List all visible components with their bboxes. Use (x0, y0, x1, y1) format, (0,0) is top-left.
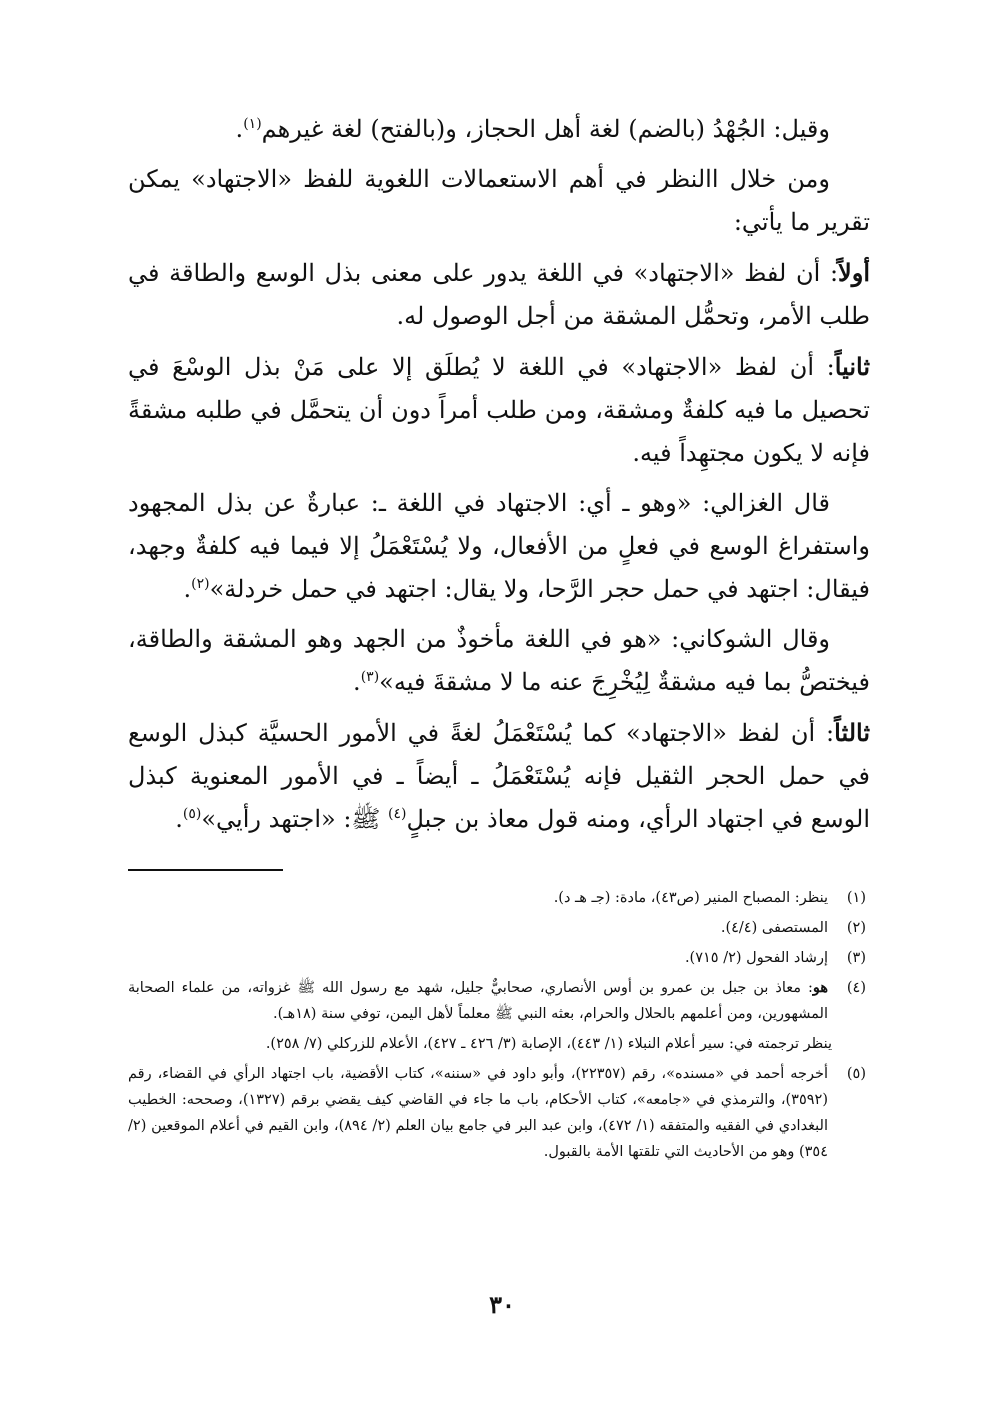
paragraph-ghazali-quote: قال الغزالي: «وهو ـ أي: الاجتهاد في اللغة ـ: عبارةٌ عن بذل المجهود واستفراغ الوسع في فعلٍ من الأفعال، ولا يُسْتَعْمَلُ إلا فيما فيه كلفةٌ وجهد، فيقال: اجتهد في حمل حجر الرَّحا، ولا يقال: اجتهد في حمل خردلة»$^{(٢)}$. (128, 489, 870, 603)
footnote-text: أخرجه أحمد في «مسنده»، رقم (٢٢٣٥٧)، وأبو داود في «سننه»، كتاب الأقضية، باب اجتهاد الرأي في القضاء، رقم (٣٥٩٢)، والترمذي في «جامعه»، كتاب الأحكام، باب ما جاء في القاضي كيف يقضي برقم (١٣٢٧)، وصححه: الخطيب البغدادي في الفقيه والمتفقه (١/ ٤٧٢)، وابن عبد البر في جامع بيان العلم (٢/ ٨٩٤)، وابن القيم في أعلام الموقعين (٢/ ٣٥٤) وهو من الأحاديث التي تلقتها الأمة بالقبول. (128, 1066, 828, 1160)
paragraph-third-point: ثالثاً: أن لفظ «الاجتهاد» كما يُسْتَعْمَلُ لغةً في الأمور الحسيَّة كبذل الوسع في حمل الحجر الثقيل فإنه يُسْتَعْمَلُ ـ أيضاً ـ في الأمور المعنوية كبذل الوسع في اجتهاد الرأي، ومنه قول معاذ بن جبلٍ$^{(٤)}$ ﷺ: «اجتهد رأيي»$^{(٥)}$. (128, 718, 870, 833)
footnote-text: إرشاد الفحول (٢/ ٧١٥). (684, 950, 828, 966)
paragraph-text: : أن لفظ «الاجتهاد» في اللغة يدور على معنى بذل الوسع والطاقة في طلب الأمر، وتحمُّل المشقة من أجل الوصول له. (128, 259, 870, 330)
footnote-ref-1[interactable]: (١) (243, 116, 262, 132)
paragraph-text: قال الغزالي: «وهو ـ أي: الاجتهاد في اللغة ـ: عبارةٌ عن بذل المجهود واستفراغ الوسع في فعلٍ من الأفعال، ولا يُسْتَعْمَلُ إلا فيما فيه كلفةٌ وجهد، فيقال: اجتهد في حمل حجر الرَّحا، ولا يقال: اجتهد في حمل خردلة» (128, 489, 870, 603)
paragraph-second-point (128, 345, 870, 475)
footnote-number: (٢) (846, 920, 866, 936)
footnote-number: (٣) (846, 950, 866, 966)
footnote-ref-2[interactable]: (٢) (191, 576, 210, 592)
point-label-second: ثانياً (834, 352, 870, 381)
footnote-ref-4[interactable]: (٤) (388, 806, 407, 822)
footnote-5 (128, 1061, 870, 1165)
footnote-number: (٤) (846, 980, 866, 996)
paragraph-text: : أن لفظ «الاجتهاد» كما يُسْتَعْمَلُ لغةً في الأمور الحسيَّة كبذل الوسع في حمل الحجر الثقيل فإنه يُسْتَعْمَلُ ـ أيضاً ـ في الأمور المعنوية كبذل الوسع في اجتهاد الرأي، ومنه قول معاذ بن جبلٍ (128, 719, 870, 833)
footnote-number: (٥) (846, 1066, 866, 1082)
paragraph-text: ومن خلال االنظر في أهم الاستعمالات اللغوية للفظ «الاجتهاد» يمكن تقرير ما يأتي: (128, 165, 870, 236)
footnote-ref-3[interactable]: (٣) (360, 669, 380, 685)
paragraph-usage-intro (128, 158, 870, 244)
page-content (128, 108, 870, 1169)
footnote-number: (١) (846, 890, 866, 906)
footnote-text: هو: معاذ بن جبل بن عمرو بن أوس الأنصاري، صحابيٌّ جليل، شهد مع رسول الله ﷺ غزواته، من علماء الصحابة المشهورين، ومن أعلمهم بالحلال والحرام، بعثه النبي ﷺ معلماً لأهل اليمن، توفي سنة (١٨هـ). (128, 979, 828, 1022)
footnote-text: ينظر: المصباح المنير (ص٤٣)، مادة: (جـ هـ د). (553, 890, 828, 906)
paragraph-first-point (128, 251, 870, 338)
footnote-4-continuation: ينظر ترجمته في: سير أعلام النبلاء (١/ ٤٤٣)، الإصابة (٣/ ٤٢٦ ـ ٤٢٧)، الأعلام للزركلي (٧/ ٢٥٨). (265, 1036, 832, 1052)
footnote-text: المستصفى (٤/٤). (720, 920, 828, 936)
footnote-1 (128, 885, 870, 911)
point-label-third: ثالثاً (834, 718, 870, 747)
paragraph-text: وقال الشوكاني: «هو في اللغة مأخوذٌ من الجهد وهو المشقة والطاقة، فيختصُّ بما فيه مشقةٌ لِيُخْرِجَ عنه ما لا مشقةَ فيه» (128, 625, 870, 696)
footnote-2 (128, 915, 870, 941)
page-number: ٣٠ (489, 1290, 515, 1319)
footnote-divider (128, 869, 283, 871)
point-label-first: أولاً (838, 258, 870, 287)
footnote-3 (128, 945, 870, 971)
paragraph-shawkani-quote: وقال الشوكاني: «هو في اللغة مأخوذٌ من الجهد وهو المشقة والطاقة، فيختصُّ بما فيه مشقةٌ لِيُخْرِجَ عنه ما لا مشقةَ فيه»$^{(٣)}$. (128, 625, 870, 696)
paragraph-text: وقيل: الجُهْدُ (بالضم) لغة أهل الحجاز، و(بالفتح) لغة غيرهم (261, 115, 830, 143)
footnote-ref-5[interactable]: (٥) (182, 806, 202, 822)
footnote-4 (128, 975, 870, 1027)
footnote-lead: هو (812, 979, 828, 996)
paragraph-text: : أن لفظ «الاجتهاد» في اللغة لا يُطلَق إلا على مَنْ بذل الوسْعَ في تحصيل ما فيه كلفةٌ ومشقة، ومن طلب أمراً دون أن يتحمَّل في طلبه مشقةً فإنه لا يكون مجتهِداً فيه. (128, 353, 870, 467)
paragraph-jahd-definition: وقيل: الجُهْدُ (بالضم) لغة أهل الحجاز، و(بالفتح) لغة غيرهم$^{(١)}$. (235, 115, 830, 143)
